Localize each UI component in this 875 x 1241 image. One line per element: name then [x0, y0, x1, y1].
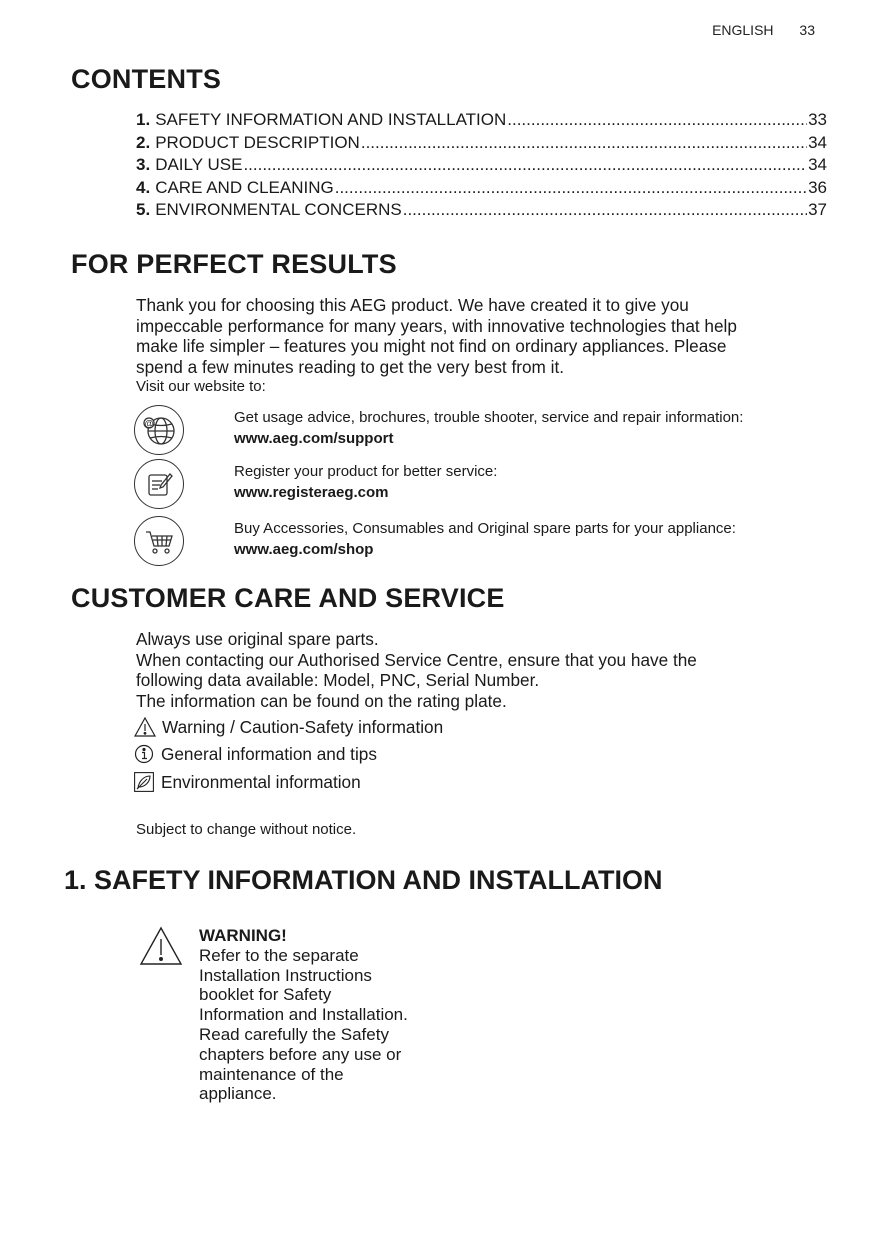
toc-item[interactable]: 3. DAILY USE ..... 34: [136, 155, 827, 178]
register-form-icon: [134, 459, 184, 509]
toc-item-page: 34: [808, 155, 827, 174]
toc-item-page: 34: [808, 132, 827, 152]
toc-item-page: 36: [808, 177, 827, 197]
toc-item[interactable]: 2. PRODUCT DESCRIPTION ..... 34: [136, 133, 827, 156]
toc-item-page: 37: [808, 200, 827, 219]
contents-title: CONTENTS: [71, 64, 222, 94]
toc-item-label: SAFETY INFORMATION AND INSTALLATION: [155, 110, 507, 129]
toc-item-label: PRODUCT DESCRIPTION: [155, 132, 360, 152]
perfect-results-title: FOR PERFECT RESULTS: [71, 249, 397, 279]
shop-link-description: Buy Accessories, Consumables and Original spare parts for your appliance:: [234, 520, 736, 537]
toc-item-page: 33: [808, 110, 827, 129]
symbol-legend-info: [134, 743, 377, 765]
symbol-legend-warning: [134, 716, 443, 738]
globe-at-icon: [134, 405, 184, 455]
register-link-description: Register your product for better service:: [234, 463, 498, 480]
register-link-url[interactable]: www.registeraeg.com: [234, 484, 389, 501]
shopping-cart-icon: [134, 516, 184, 566]
warning-block: WARNING! Refer to the separate Installation Instructions booklet for Safety Information and Installation. Read carefully the Safety chapters before any use or maintenance of the appliance.: [199, 926, 439, 1104]
intro-paragraph: Thank you for choosing this AEG product. We have created it to give you impeccable performance for many years, with innovative technologies that help make life simpler – features you might not find on ordinary appliances. Please spend a few minutes reading to get the very best from it.: [136, 295, 737, 377]
symbol-label: General information and tips: [161, 743, 377, 764]
toc-item-label: CARE AND CLEANING: [155, 177, 334, 197]
warning-triangle-icon: [134, 716, 156, 738]
support-link-item: [134, 405, 834, 457]
symbol-label: Environmental information: [161, 771, 361, 792]
toc-item[interactable]: 4. CARE AND CLEANING ..... 36: [136, 178, 827, 201]
page-header: [712, 22, 815, 38]
table-of-contents: [136, 110, 827, 223]
warning-title: WARNING!: [199, 926, 287, 945]
change-notice: Subject to change without notice.: [136, 821, 357, 838]
visit-website-text: Visit our website to:: [136, 378, 266, 395]
toc-item-label: ENVIRONMENTAL CONCERNS: [155, 200, 402, 219]
language-label: ENGLISH: [712, 22, 774, 38]
safety-section-title: 1. SAFETY INFORMATION AND INSTALLATION: [64, 865, 663, 895]
leaf-icon: [134, 771, 154, 793]
warning-triangle-icon: [139, 926, 183, 968]
customer-care-title: CUSTOMER CARE AND SERVICE: [71, 583, 505, 613]
support-link-url[interactable]: www.aeg.com/support: [234, 430, 394, 447]
customer-care-paragraph: Always use original spare parts. When contacting our Authorised Service Centre, ensure that you have the following data available: Model, PNC, Serial Number. The information can be found on the rating plate.: [136, 629, 697, 711]
shop-link-item: [134, 516, 834, 568]
info-icon: [134, 743, 154, 765]
shop-link-url[interactable]: www.aeg.com/shop: [234, 541, 374, 558]
toc-item[interactable]: 5. ENVIRONMENTAL CONCERNS ..... 37: [136, 200, 827, 223]
toc-item-label: DAILY USE: [155, 155, 243, 174]
register-link-item: [134, 459, 834, 511]
support-link-description: Get usage advice, brochures, trouble shooter, service and repair information:: [234, 409, 744, 426]
symbol-label: Warning / Caution-Safety information: [162, 716, 444, 737]
page-number: 33: [799, 22, 815, 38]
svg-text:@: @: [144, 418, 154, 429]
toc-item[interactable]: 1. SAFETY INFORMATION AND INSTALLATION ..... 33: [136, 110, 827, 133]
symbol-legend-environment: [134, 771, 361, 793]
